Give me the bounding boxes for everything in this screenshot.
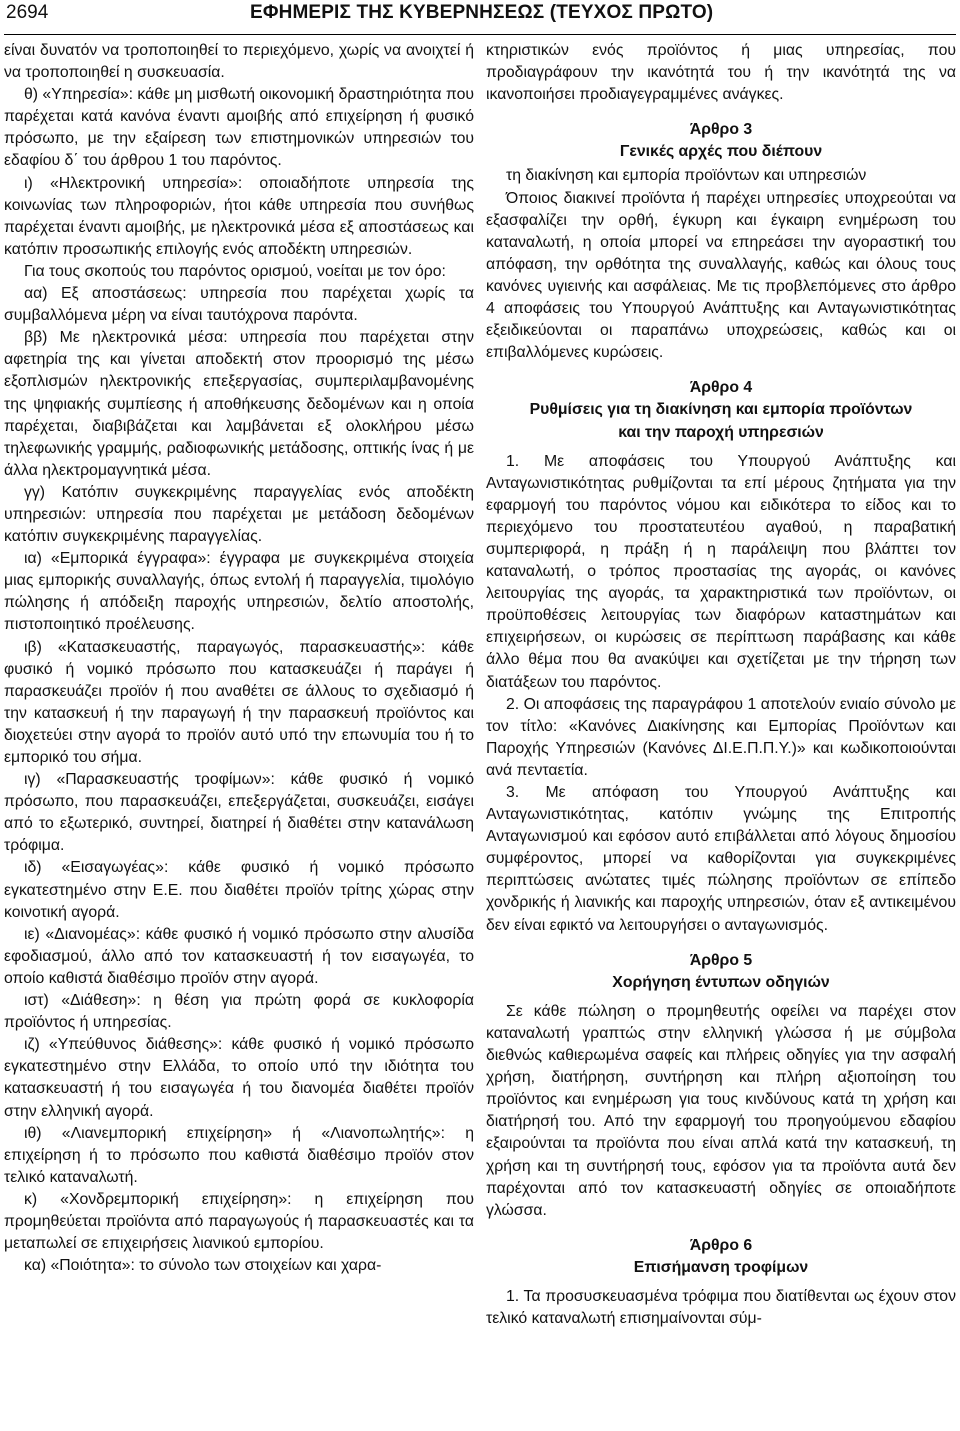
page-header [4,0,956,35]
article-4-title-line1: Ρυθμίσεις για τη διακίνηση και εμπορία προϊόντων [529,401,913,419]
paragraph: ιστ) «Διάθεση»: η θέση για πρώτη φορά σε κυκλοφορία προϊόντος ή υπηρεσίας. [4,992,474,1032]
article-5-body: Σε κάθε πώληση ο προμηθευτής οφείλει να παρέχει στον καταναλωτή γραπτώς στην ελληνική γλώσσα ή με σύμβολα διεθνώς καθιερωμένα σαφείς και πλήρεις οδηγίες για την ασφαλή χρήση, διατήρηση, συντήρηση και πλήρη αξιοποίηση του προϊόντος και ενημέρωση για τους κινδύνους κατά τη χρήση και διατήρησή του. Από την εφαρμογή του προηγούμενου εδαφίου εξαιρούνται τα προϊόντα που είναι απλά κατά την κατασκευή, τη χρήση και τη συντήρησή τους, εφόσον για τα προϊόντα αυτά δεν παρέχονται από τον κατασκευαστή οδηγίες σε οποιαδήποτε γλώσσα. [486,1002,956,1219]
paragraph: ιβ) «Κατασκευαστής, παραγωγός, παρασκευαστής»: κάθε φυσικό ή νομικό πρόσωπο που κατασκευάζει ή παράγει ή παρασκευάζει προϊόν ή που αναθέτει σε άλλους το σχεδιασμό ή την κατασκευή ή την παραγωγή ή την παρασκευή προϊόντος και διοχετεύει στην αγορά το προϊόν αυτό υπό την επωνυμία του ή το εμπορικό του σήμα. [4,638,474,766]
article-6-heading: Άρθρο 6 [689,1236,753,1254]
article-4-title-line2: και την παροχή υπηρεσιών [618,423,824,441]
paragraph: ββ) Με ηλεκτρονικά μέσα: υπηρεσία που παρέχεται στην αφετηρία της και γίνεται αποδεκτή στον προορισμό της μέσω εξοπλισμών ηλεκτρονικής επεξεργασίας, συμπεριλαμβανομένης της ψηφιακής συμπίεσης ή αποθήκευσης δεδομένων και η οποία παρέχεται, διαβιβάζεται και λαμβάνεται εξ ολοκλήρου μέσω τηλεφωνικής γραμμής, ραδιοφωνικής μετάδοσης, οπτικής ίνας ή με άλλα ηλεκτρομαγνητικά μέσα. [4,329,474,479]
paragraph: ιθ) «Λιανεμπορική επιχείρηση» ή «Λιανοπωλητής»: η επιχείρηση ή το πρόσωπο που καθιστά διαθέσιμο προϊόν στον τελικό καταναλωτή. [4,1124,474,1186]
article-3-heading: Άρθρο 3 [689,121,753,139]
right-column [486,40,956,1330]
article-4-paragraph-2: 2. Οι αποφάσεις της παραγράφου 1 αποτελούν ενιαίο σύνολο με τον τίτλο: «Κανόνες Διακίνησης και Εμπορίας Προϊόντων και Παροχής Υπηρεσιών (Κανόνες ΔΙ.Ε.Π.Π.Υ.)» και κωδικοποιούνται ανά πενταετία. [486,695,956,779]
paragraph: ιζ) «Υπεύθυνος διάθεσης»: κάθε φυσικό ή νομικό πρόσωπο εγκατεστημένο στην Ελλάδα, το οποίο υπό την ιδιότητα του κατασκευαστή ή του εισαγωγέα ή του διανομέα διαθέτει προϊόν στην ελληνική αγορά. [4,1036,474,1120]
paragraph: ι) «Ηλεκτρονική υπηρεσία»: οποιαδήποτε υπηρεσία της κοινωνίας των πληροφοριών, ήτοι κάθε υπηρεσία που συνήθως παρέχεται έναντι αμοιβής, με ηλεκτρονικά μέσα εξ αποστάσεως και κατόπιν προσωπικής επιλογής ενός αποδέκτη υπηρεσιών. [4,174,474,258]
article-3-body: Όποιος διακινεί προϊόντα ή παρέχει υπηρεσίες υποχρεούται να εξασφαλίζει την ορθή, έγκυρη και έγκαιρη ενημέρωση του καταναλωτή, η οποία μπορεί να επηρεάσει την αγοραστική του απόφαση, την ορθότητα της συναλλαγής, καθώς και όλους τους κανόνες υγιεινής και ασφάλειας. Με τις προβλεπόμενες στο άρθρο 4 αποφάσεις του Υπουργού Ανάπτυξης και Ανταγωνιστικότητας εξειδικεύονται οι παραπάνω υποχρεώσεις, καθώς και οι επιβαλλόμενες κυρώσεις. [486,189,956,362]
paragraph: Για τους σκοπούς του παρόντος ορισμού, νοείται με τον όρο: [24,262,446,280]
article-3-title: Γενικές αρχές που διέπουν [619,143,823,161]
paragraph: ιδ) «Εισαγωγέας»: κάθε φυσικό ή νομικό πρόσωπο εγκατεστημένο στην Ε.Ε. που διαθέτει προϊόν τρίτης χώρας στην κοινοτική αγορά. [4,859,474,921]
paragraph: κ) «Χονδρεμπορική επιχείρηση»: η επιχείρηση που προμηθεύεται προϊόντα από παραγωγούς ή παρασκευαστές και τα μεταπωλεί σε επιχειρήσεις λιανικού εμπορίου. [4,1190,474,1253]
paragraph: κα) «Ποιότητα»: το σύνολο των στοιχείων και χαρα- [24,1257,382,1275]
article-4-heading: Άρθρο 4 [689,379,753,397]
page-number: 2694 [6,2,49,23]
paragraph: γγ) Κατόπιν συγκεκριμένης παραγγελίας ενός αποδέκτη υπηρεσιών: υπηρεσία που παρέχεται με μετάδοση δεδομένων κατόπιν συγκεκριμένης παραγγελίας. [4,483,474,546]
article-3-subtitle: τη διακίνηση και εμπορία προϊόντων και υπηρεσιών [506,167,867,185]
article-4-paragraph-3: 3. Με απόφαση του Υπουργού Ανάπτυξης και Ανταγωνιστικότητας, κατόπιν γνώμης της Επιτροπής Ανταγωνισμού και εφόσον αυτό επιβάλλεται από λόγους δημοσίου συμφέροντος, μπορεί να καθορίζονται για συγκεκριμένες περιπτώσεις ανώτατες τιμές πώλησης προϊόντων σε επίπεδο χονδρικής ή λιανικής και παροχής υπηρεσιών, όταν εξ αντικειμένου δεν είναι εφικτό να λειτουργήσει ο ανταγωνισμός. [486,784,956,934]
article-5-title: Χορήγηση έντυπων οδηγιών [612,973,830,991]
paragraph: ιε) «Διανομέας»: κάθε φυσικό ή νομικό πρόσωπο στην αλυσίδα εφοδιασμού, άλλο από τον κατασκευαστή ή τον εισαγωγέα, το οποίο καθιστά διαθέσιμο προϊόν στην αγορά. [4,925,474,987]
article-6-body: 1. Τα προσυσκευασμένα τρόφιμα που διατίθενται ως έχουν στον τελικό καταναλωτή επισημαίνονται σύμ- [486,1287,956,1328]
paragraph: αα) Εξ αποστάσεως: υπηρεσία που παρέχεται χωρίς τα συμβαλλόμενα μέρη να είναι ταυτόχρονα παρόντα. [4,285,474,325]
paragraph: είναι δυνατόν να τροποποιηθεί το περιεχόμενο, χωρίς να ανοιχτεί ή να τροποποιηθεί η συσκευασία. [4,42,474,82]
paragraph-continuation: κτηριστικών ενός προϊόντος ή μιας υπηρεσίας, που προδιαγράφουν την ικανότητά του ή την ικανότητά της να ικανοποιήσει προδιαγεγραμμένες ανάγκες. [486,42,956,104]
paragraph: ια) «Εμπορικά έγγραφα»: έγγραφα με συγκεκριμένα στοιχεία μιας εμπορικής συναλλαγής, όπως εντολή ή παραγγελία, τιμολόγιο πώλησης ή απόδειξη παροχής υπηρεσιών, δελτίο αποστολής, πιστοποιητικό προέλευσης. [4,550,474,634]
article-4-paragraph-1: 1. Με αποφάσεις του Υπουργού Ανάπτυξης και Ανταγωνιστικότητας ρυθμίζονται τα επί μέρους ζητήματα για την εφαρμογή του παρόντος νόμου και ειδικότερα το είδος και το περιεχόμενο του προστατευτέου αγαθού, η παραβατική συμπεριφορά, η πράξη ή η παράλειψη που βλάπτει τον καταναλωτή, ο τρόπος προστασίας της αγοράς, οι κανόνες λειτουργίας της αγοράς, τα χαρακτηριστικά των προϊόντων, οι προϋποθέσεις λειτουργίας των διαφόρων καταστημάτων και επιχειρήσεων, οι κυρώσεις σε περίπτωση παράβασης και κάθε άλλο θέμα που θα ανακύψει και σχετίζεται με την τήρηση των διατάξεων του παρόντος. [486,452,956,691]
paragraph: θ) «Υπηρεσία»: κάθε μη μισθωτή οικονομική δραστηριότητα που παρέχεται κατά κανόνα έναντι αμοιβής από επιχείρηση ή φυσικό πρόσωπο, με την εξαίρεση των επιστημονικών υπηρεσιών του εδαφίου δ΄ του άρθρου 1 του παρόντος. [4,86,474,170]
left-column [4,40,474,1277]
paragraph: ιγ) «Παρασκευαστής τροφίμων»: κάθε φυσικό ή νομικό πρόσωπο, που παρασκευάζει, επεξεργάζεται, συσκευάζει, εισάγει από το εξωτερικό, συντηρεί, διατηρεί ή διαθέτει στην κατανάλωση τρόφιμα. [4,771,474,855]
article-5-heading: Άρθρο 5 [689,951,753,969]
article-6-title: Επισήμανση τροφίμων [633,1258,809,1276]
running-title: ΕΦΗΜΕΡΙΣ ΤΗΣ ΚΥΒΕΡΝΗΣΕΩΣ (ΤΕΥΧΟΣ ΠΡΩΤΟ) [250,2,714,23]
